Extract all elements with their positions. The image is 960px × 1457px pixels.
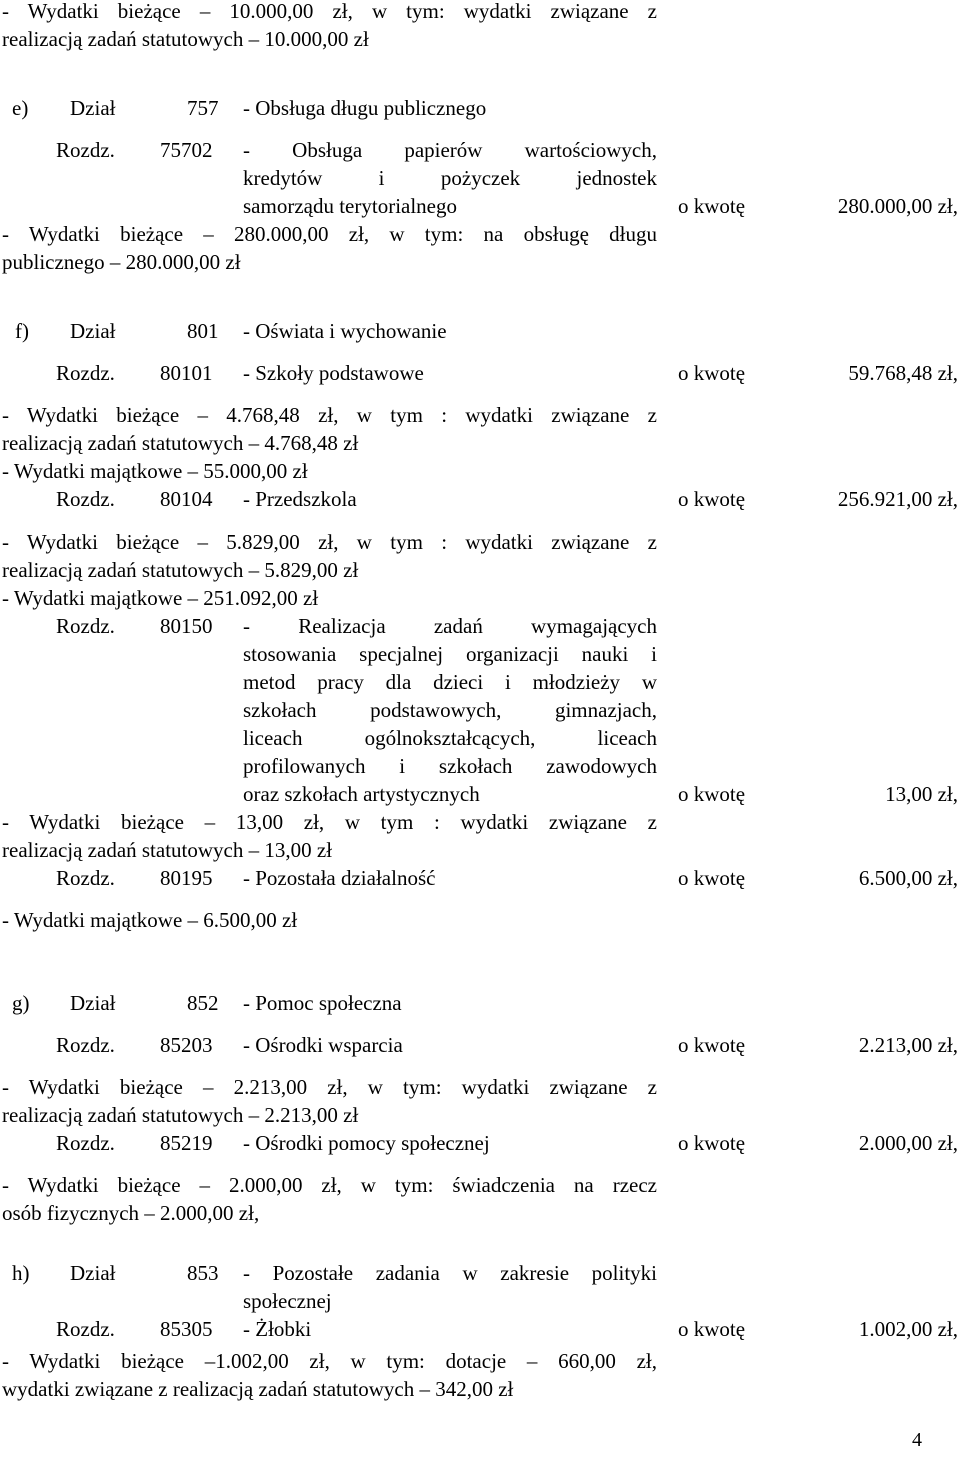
g-r2-kwota-label: o kwotę (678, 1131, 746, 1155)
f-r1-detail-3: - Wydatki majątkowe – 55.000,00 zł (2, 459, 308, 483)
e-rozdz-name-1: - Obsługa papierów wartościowych, (243, 138, 657, 162)
section-h-dzial-label: Dział (70, 1261, 116, 1285)
section-e-letter: e) (12, 96, 29, 120)
section-g-dzial-num: 852 (187, 991, 219, 1015)
f-r1-kwota-label: o kwotę (678, 361, 746, 385)
f-r3-name-1: - Realizacja zadań wymagających (243, 614, 657, 638)
top-line-2: realizacją zadań statutowych – 10.000,00 zł (2, 27, 369, 51)
f-r2-detail-1: - Wydatki bieżące – 5.829,00 zł, w tym : wydatki związane z (2, 530, 657, 554)
section-h-letter: h) (12, 1261, 30, 1285)
g-r1-label: Rozdz. (56, 1033, 115, 1057)
e-detail-1: - Wydatki bieżące – 280.000,00 zł, w tym: na obsługę długu (2, 222, 657, 246)
f-r2-kwota: 256.921,00 zł, (837, 487, 958, 511)
f-r4-kwota: 6.500,00 zł, (858, 866, 958, 890)
f-r1-detail-2: realizacją zadań statutowych – 4.768,48 zł (2, 431, 359, 455)
f-r1-detail-1: - Wydatki bieżące – 4.768,48 zł, w tym : wydatki związane z (2, 403, 657, 427)
g-r2-detail-1: - Wydatki bieżące – 2.000,00 zł, w tym: świadczenia na rzecz (2, 1173, 657, 1197)
f-r3-kwota: 13,00 zł, (885, 782, 958, 806)
f-r3-detail-1: - Wydatki bieżące – 13,00 zł, w tym : wydatki związane z (2, 810, 657, 834)
h-r1-name: - Żłobki (243, 1317, 312, 1341)
section-g-dzial-name: - Pomoc społeczna (243, 991, 402, 1015)
f-r3-name-6: profilowanych i szkołach zawodowych (243, 754, 657, 778)
f-r3-label: Rozdz. (56, 614, 115, 638)
g-r2-num: 85219 (160, 1131, 213, 1155)
f-r3-name-3: metod pracy dla dzieci i młodzieży w (243, 670, 657, 694)
f-r2-detail-2: realizacją zadań statutowych – 5.829,00 zł (2, 558, 359, 582)
section-e-dzial-label: Dział (70, 96, 116, 120)
g-r1-kwota-label: o kwotę (678, 1033, 746, 1057)
f-r4-kwota-label: o kwotę (678, 866, 746, 890)
f-r4-label: Rozdz. (56, 866, 115, 890)
g-r2-kwota: 2.000,00 zł, (858, 1131, 958, 1155)
section-g-letter: g) (12, 991, 30, 1015)
f-r3-name-5: liceach ogólnokształcących, liceach (243, 726, 657, 750)
top-line-1: - Wydatki bieżące – 10.000,00 zł, w tym: wydatki związane z (2, 0, 657, 23)
section-h-dzial-num: 853 (187, 1261, 219, 1285)
f-r3-name-4: szkołach podstawowych, gimnazjach, (243, 698, 657, 722)
g-r1-name: - Ośrodki wsparcia (243, 1033, 403, 1057)
f-r1-name: - Szkoły podstawowe (243, 361, 424, 385)
e-rozdz-name-3: samorządu terytorialnego (243, 194, 457, 218)
f-r3-kwota-label: o kwotę (678, 782, 746, 806)
e-kwota-label: o kwotę (678, 194, 746, 218)
f-r2-detail-3: - Wydatki majątkowe – 251.092,00 zł (2, 586, 319, 610)
f-r1-label: Rozdz. (56, 361, 115, 385)
g-r1-num: 85203 (160, 1033, 213, 1057)
e-rozdz-name-2: kredytów i pożyczek jednostek (243, 166, 657, 190)
f-r4-name: - Pozostała działalność (243, 866, 436, 890)
f-r2-num: 80104 (160, 487, 213, 511)
e-kwota: 280.000,00 zł, (837, 194, 958, 218)
section-e-dzial-num: 757 (187, 96, 219, 120)
section-f-dzial-label: Dział (70, 319, 116, 343)
g-r1-detail-2: realizacją zadań statutowych – 2.213,00 zł (2, 1103, 359, 1127)
e-rozdz-label: Rozdz. (56, 138, 115, 162)
f-r1-kwota: 59.768,48 zł, (848, 361, 958, 385)
page-number: 4 (912, 1429, 922, 1451)
f-r1-num: 80101 (160, 361, 213, 385)
g-r2-detail-2: osób fizycznych – 2.000,00 zł, (2, 1201, 260, 1225)
f-r4-num: 80195 (160, 866, 213, 890)
h-r1-num: 85305 (160, 1317, 213, 1341)
section-f-letter: f) (15, 319, 29, 343)
f-r3-name-7: oraz szkołach artystycznych (243, 782, 480, 806)
section-f-dzial-num: 801 (187, 319, 219, 343)
g-r2-name: - Ośrodki pomocy społecznej (243, 1131, 490, 1155)
section-e-dzial-name: - Obsługa długu publicznego (243, 96, 487, 120)
f-r3-detail-2: realizacją zadań statutowych – 13,00 zł (2, 838, 333, 862)
h-r1-detail-1: - Wydatki bieżące –1.002,00 zł, w tym: dotacje – 660,00 zł, (2, 1349, 657, 1373)
e-rozdz-num: 75702 (160, 138, 213, 162)
section-f-dzial-name: - Oświata i wychowanie (243, 319, 447, 343)
f-r4-detail-1: - Wydatki majątkowe – 6.500,00 zł (2, 908, 298, 932)
section-h-dzial-name-2: społecznej (243, 1289, 332, 1313)
g-r1-detail-1: - Wydatki bieżące – 2.213,00 zł, w tym: wydatki związane z (2, 1075, 657, 1099)
f-r2-kwota-label: o kwotę (678, 487, 746, 511)
f-r2-label: Rozdz. (56, 487, 115, 511)
g-r1-kwota: 2.213,00 zł, (858, 1033, 958, 1057)
h-r1-kwota-label: o kwotę (678, 1317, 746, 1341)
e-detail-2: publicznego – 280.000,00 zł (2, 250, 241, 274)
f-r3-num: 80150 (160, 614, 213, 638)
section-g-dzial-label: Dział (70, 991, 116, 1015)
f-r3-name-2: stosowania specjalnej organizacji nauki i (243, 642, 657, 666)
section-h-dzial-name-1: - Pozostałe zadania w zakresie polityki (243, 1261, 657, 1285)
h-r1-detail-2: wydatki związane z realizacją zadań statutowych – 342,00 zł (2, 1377, 514, 1401)
g-r2-label: Rozdz. (56, 1131, 115, 1155)
h-r1-label: Rozdz. (56, 1317, 115, 1341)
h-r1-kwota: 1.002,00 zł, (858, 1317, 958, 1341)
f-r2-name: - Przedszkola (243, 487, 357, 511)
